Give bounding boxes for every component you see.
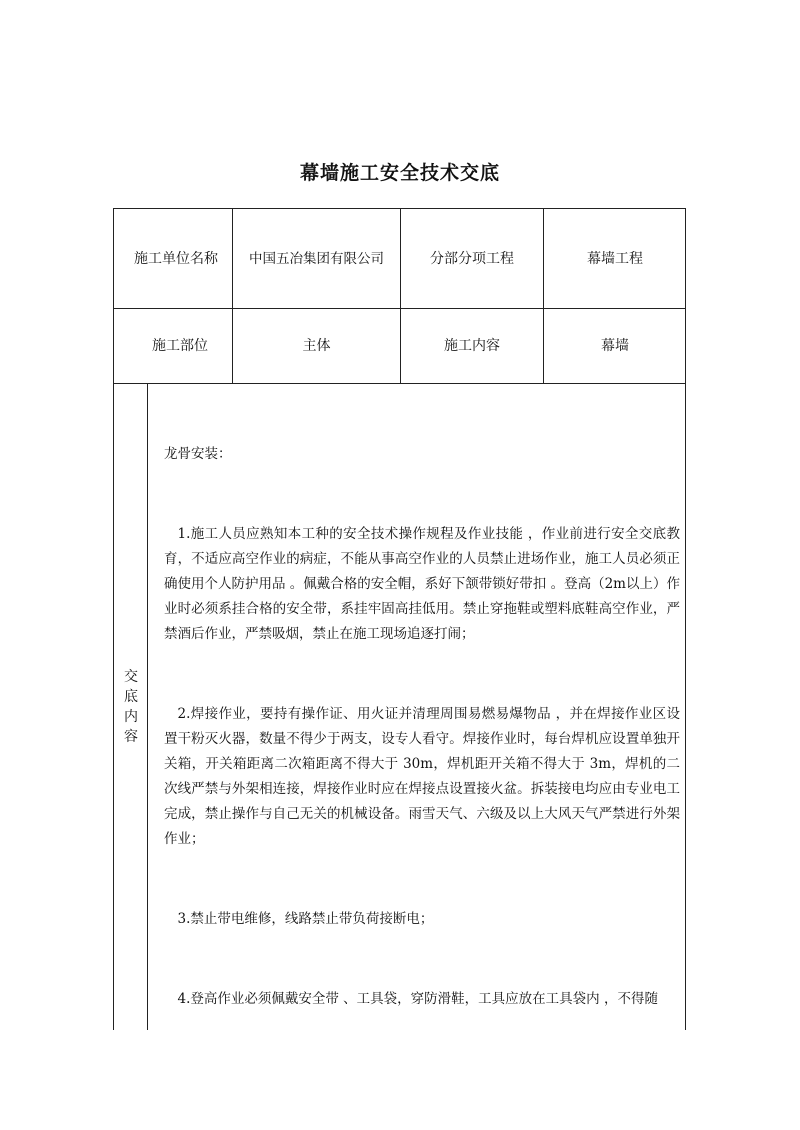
- document-title: 幕墙施工安全技术交底: [299, 162, 500, 184]
- disclosure-content: [148, 384, 686, 1030]
- construction-part-value: 主体: [302, 338, 331, 354]
- disclosure-content-label-text: 交底内容: [124, 669, 138, 745]
- disclosure-content-label: [114, 384, 148, 1030]
- unit-name-label-text: 施工单位名称: [134, 250, 218, 267]
- construction-content-label: 施工内容: [444, 338, 500, 354]
- content-item-4: 4.登高作业必须佩戴安全带 、工具袋，穿防滑鞋，工具应放在工具袋内 ，不得随: [177, 991, 658, 1007]
- unit-name-value: 中国五冶集团有限公司: [249, 250, 384, 267]
- construction-part-label: 施工部位: [152, 338, 208, 354]
- content-item-3: 3.禁止带电维修，线路禁止带负荷接断电；: [177, 911, 434, 927]
- content-item-1: 1.施工人员应熟知本工种的安全技术操作规程及作业技能 ，作业前进行安全交底教育，不适应高空作业的病症，不能从事高空作业的人员禁止进场作业，施工人员必须正确使用个人防护用品 。佩戴合格的安全帽，系好下颔带锁好带扣 。登高（2m以上）作业时必须系挂合格的安全带，系挂牢固高挂低用。禁止穿拖鞋或塑料底鞋高空作业，严禁酒后作业，严禁吸烟，禁止在施工现场追逐打闹；: [164, 526, 680, 642]
- unit-name-label: [128, 209, 224, 308]
- sub-project-value: 幕墙工程: [587, 250, 643, 267]
- content-heading: 龙骨安装：: [164, 446, 232, 462]
- content-item-2: 2.焊接作业，要持有操作证、用火证并清理周围易燃易爆物品 ，并在焊接作业区设置干粉灭火器，数量不得少于两支，设专人看守。焊接作业时，每台焊机应设置单独开关箱，开关箱距离二次箱距离不得大于 30m，焊机距开关箱不得大于 3m，焊机的二次线严禁与外架相连接，焊接作业时应在焊接点设置接火盆。拆装接电均应由专业电工完成，禁止操作与自己无关的机械设备。雨雪天气、六级及以上大风天气严禁进行外架作业；: [164, 706, 680, 847]
- construction-content-value: 幕墙: [601, 338, 629, 354]
- sub-project-label: 分部分项工程: [430, 250, 514, 267]
